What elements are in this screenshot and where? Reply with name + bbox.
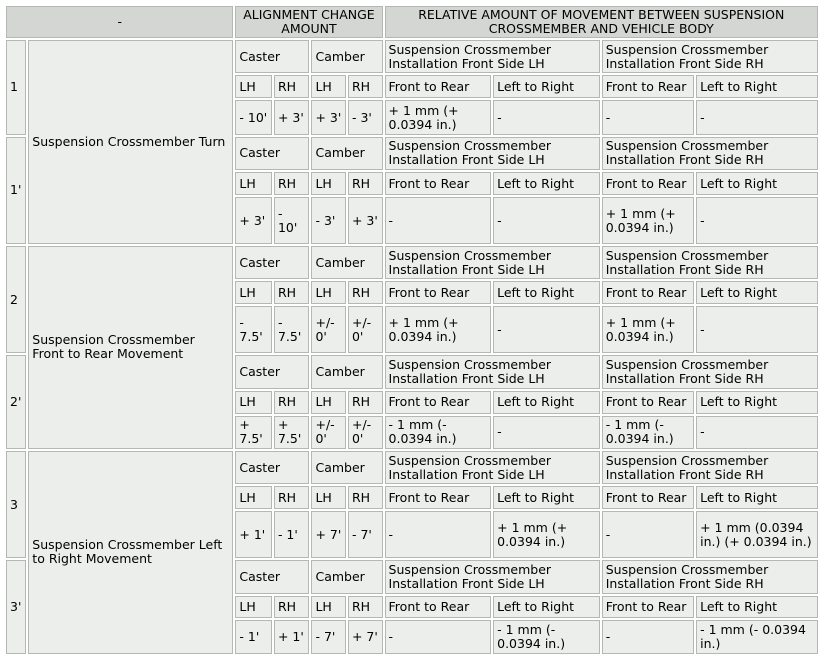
- camber-label: Camber: [311, 560, 382, 593]
- camber-rh-label: RH: [348, 391, 383, 414]
- lh-left-to-right-value: -: [493, 197, 600, 244]
- rh-front-to-rear-label: Front to Rear: [602, 391, 694, 414]
- lh-left-to-right-label: Left to Right: [493, 391, 600, 414]
- condition-label: Suspension Crossmember Turn: [28, 40, 233, 244]
- caster-label: Caster: [235, 451, 309, 484]
- table-body: [6, 40, 818, 654]
- install-front-lh-label: Suspension Crossmember Installation Front Side LH: [385, 560, 600, 593]
- lh-front-to-rear-value: -: [385, 620, 492, 654]
- lh-left-to-right-value: + 1 mm (+ 0.0394 in.): [493, 511, 600, 558]
- rh-left-to-right-value: + 1 mm (0.0394 in.) (+ 0.0394 in.): [696, 511, 818, 558]
- lh-left-to-right-value: -: [493, 100, 600, 134]
- caster-rh-value: - 1': [274, 511, 310, 558]
- lh-front-to-rear-label: Front to Rear: [385, 281, 492, 304]
- rh-left-to-right-label: Left to Right: [696, 172, 818, 195]
- camber-label: Camber: [311, 355, 382, 388]
- caster-rh-label: RH: [274, 391, 310, 414]
- rh-front-to-rear-value: -: [602, 100, 694, 134]
- camber-rh-label: RH: [348, 75, 383, 98]
- rh-left-to-right-label: Left to Right: [696, 486, 818, 509]
- lh-front-to-rear-label: Front to Rear: [385, 391, 492, 414]
- header-alignment-change: ALIGNMENT CHANGE AMOUNT: [235, 6, 382, 38]
- caster-label: Caster: [235, 560, 309, 593]
- caster-rh-label: RH: [274, 75, 310, 98]
- camber-rh-label: RH: [348, 281, 383, 304]
- lh-front-to-rear-value: - 1 mm (- 0.0394 in.): [385, 416, 492, 449]
- lh-front-to-rear-label: Front to Rear: [385, 75, 492, 98]
- rh-front-to-rear-value: - 1 mm (- 0.0394 in.): [602, 416, 694, 449]
- camber-lh-value: +/- 0': [311, 306, 346, 353]
- caster-rh-value: - 10': [274, 197, 310, 244]
- camber-rh-value: + 3': [348, 197, 383, 244]
- lh-left-to-right-label: Left to Right: [493, 172, 600, 195]
- camber-lh-value: - 7': [311, 620, 346, 654]
- caster-lh-value: + 1': [235, 511, 272, 558]
- caster-label: Caster: [235, 40, 309, 73]
- rh-front-to-rear-value: + 1 mm (+ 0.0394 in.): [602, 197, 694, 244]
- row-index: 3: [6, 451, 26, 558]
- row-index: 3': [6, 560, 26, 654]
- camber-rh-value: +/- 0': [348, 416, 383, 449]
- caster-lh-label: LH: [235, 281, 272, 304]
- caster-lh-label: LH: [235, 75, 272, 98]
- camber-lh-label: LH: [311, 172, 346, 195]
- caster-lh-label: LH: [235, 391, 272, 414]
- lh-front-to-rear-value: + 1 mm (+ 0.0394 in.): [385, 306, 492, 353]
- table-row: [6, 40, 818, 73]
- install-front-lh-label: Suspension Crossmember Installation Front Side LH: [385, 40, 600, 73]
- row-index: 2': [6, 355, 26, 449]
- row-index: 2: [6, 246, 26, 353]
- lh-front-to-rear-value: -: [385, 511, 492, 558]
- lh-left-to-right-label: Left to Right: [493, 281, 600, 304]
- row-index: 1': [6, 137, 26, 244]
- camber-lh-value: + 7': [311, 511, 346, 558]
- rh-front-to-rear-value: -: [602, 511, 694, 558]
- caster-rh-value: + 3': [274, 100, 310, 134]
- header-blank: -: [6, 6, 233, 38]
- camber-label: Camber: [311, 137, 382, 170]
- table-row: [6, 451, 818, 484]
- camber-rh-label: RH: [348, 172, 383, 195]
- install-front-lh-label: Suspension Crossmember Installation Front Side LH: [385, 246, 600, 279]
- rh-front-to-rear-label: Front to Rear: [602, 281, 694, 304]
- camber-label: Camber: [311, 246, 382, 279]
- camber-label: Camber: [311, 40, 382, 73]
- alignment-movement-table: [4, 4, 820, 656]
- caster-lh-label: LH: [235, 172, 272, 195]
- lh-front-to-rear-label: Front to Rear: [385, 172, 492, 195]
- header-relative-movement: RELATIVE AMOUNT OF MOVEMENT BETWEEN SUSPENSION CROSSMEMBER AND VEHICLE BODY: [385, 6, 818, 38]
- lh-left-to-right-label: Left to Right: [493, 75, 600, 98]
- condition-label: Suspension Crossmember Front to Rear Movement: [28, 246, 233, 449]
- camber-rh-value: - 3': [348, 100, 383, 134]
- condition-label: Suspension Crossmember Left to Right Movement: [28, 451, 233, 654]
- camber-lh-value: + 3': [311, 100, 346, 134]
- install-front-lh-label: Suspension Crossmember Installation Front Side LH: [385, 137, 600, 170]
- caster-rh-value: - 7.5': [274, 306, 310, 353]
- caster-label: Caster: [235, 137, 309, 170]
- camber-lh-label: LH: [311, 596, 346, 619]
- rh-front-to-rear-label: Front to Rear: [602, 486, 694, 509]
- camber-lh-label: LH: [311, 391, 346, 414]
- rh-front-to-rear-label: Front to Rear: [602, 172, 694, 195]
- lh-left-to-right-value: - 1 mm (- 0.0394 in.): [493, 620, 600, 654]
- camber-rh-label: RH: [348, 486, 383, 509]
- lh-left-to-right-value: -: [493, 416, 600, 449]
- install-front-lh-label: Suspension Crossmember Installation Front Side LH: [385, 355, 600, 388]
- rh-front-to-rear-value: + 1 mm (+ 0.0394 in.): [602, 306, 694, 353]
- camber-rh-value: + 7': [348, 620, 383, 654]
- caster-lh-label: LH: [235, 486, 272, 509]
- camber-lh-label: LH: [311, 486, 346, 509]
- table-row: [6, 246, 818, 279]
- caster-lh-value: - 1': [235, 620, 272, 654]
- rh-left-to-right-value: -: [696, 306, 818, 353]
- row-index: 1: [6, 40, 26, 135]
- caster-rh-value: + 7.5': [274, 416, 310, 449]
- install-front-rh-label: Suspension Crossmember Installation Front Side RH: [602, 560, 818, 593]
- rh-left-to-right-value: -: [696, 416, 818, 449]
- rh-left-to-right-value: -: [696, 197, 818, 244]
- caster-rh-label: RH: [274, 486, 310, 509]
- lh-front-to-rear-label: Front to Rear: [385, 596, 492, 619]
- lh-front-to-rear-label: Front to Rear: [385, 486, 492, 509]
- lh-front-to-rear-value: -: [385, 197, 492, 244]
- caster-lh-value: + 7.5': [235, 416, 272, 449]
- caster-rh-label: RH: [274, 281, 310, 304]
- caster-lh-value: + 3': [235, 197, 272, 244]
- caster-lh-value: - 7.5': [235, 306, 272, 353]
- camber-rh-label: RH: [348, 596, 383, 619]
- lh-left-to-right-label: Left to Right: [493, 596, 600, 619]
- install-front-rh-label: Suspension Crossmember Installation Front Side RH: [602, 137, 818, 170]
- install-front-lh-label: Suspension Crossmember Installation Front Side LH: [385, 451, 600, 484]
- camber-lh-label: LH: [311, 281, 346, 304]
- caster-label: Caster: [235, 355, 309, 388]
- caster-lh-value: - 10': [235, 100, 272, 134]
- rh-left-to-right-value: -: [696, 100, 818, 134]
- camber-rh-value: - 7': [348, 511, 383, 558]
- rh-front-to-rear-value: -: [602, 620, 694, 654]
- camber-lh-value: +/- 0': [311, 416, 346, 449]
- rh-left-to-right-label: Left to Right: [696, 596, 818, 619]
- rh-left-to-right-label: Left to Right: [696, 391, 818, 414]
- caster-rh-label: RH: [274, 172, 310, 195]
- rh-left-to-right-label: Left to Right: [696, 75, 818, 98]
- install-front-rh-label: Suspension Crossmember Installation Front Side RH: [602, 246, 818, 279]
- rh-front-to-rear-label: Front to Rear: [602, 75, 694, 98]
- camber-rh-value: +/- 0': [348, 306, 383, 353]
- caster-rh-value: + 1': [274, 620, 310, 654]
- install-front-rh-label: Suspension Crossmember Installation Front Side RH: [602, 451, 818, 484]
- camber-label: Camber: [311, 451, 382, 484]
- caster-rh-label: RH: [274, 596, 310, 619]
- caster-lh-label: LH: [235, 596, 272, 619]
- rh-left-to-right-value: - 1 mm (- 0.0394 in.): [696, 620, 818, 654]
- lh-front-to-rear-value: + 1 mm (+ 0.0394 in.): [385, 100, 492, 134]
- camber-lh-label: LH: [311, 75, 346, 98]
- install-front-rh-label: Suspension Crossmember Installation Front Side RH: [602, 355, 818, 388]
- lh-left-to-right-label: Left to Right: [493, 486, 600, 509]
- camber-lh-value: - 3': [311, 197, 346, 244]
- rh-front-to-rear-label: Front to Rear: [602, 596, 694, 619]
- rh-left-to-right-label: Left to Right: [696, 281, 818, 304]
- caster-label: Caster: [235, 246, 309, 279]
- install-front-rh-label: Suspension Crossmember Installation Front Side RH: [602, 40, 818, 73]
- lh-left-to-right-value: -: [493, 306, 600, 353]
